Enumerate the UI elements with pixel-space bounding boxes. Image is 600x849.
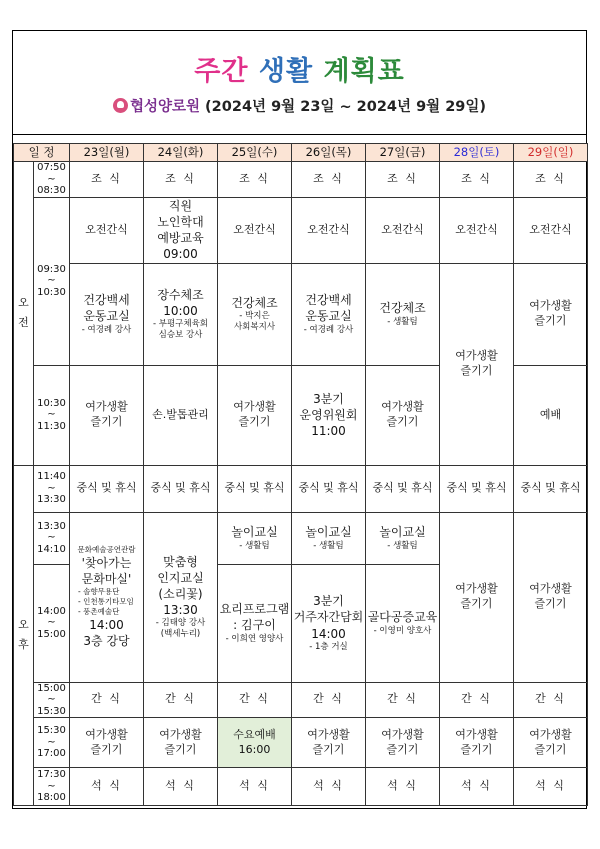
cell-fri-breakfast: 조 식 [366, 162, 440, 198]
thu-play-staff: - 생활팀 [313, 540, 344, 551]
time-early-pm: 13:30 ~ 14:10 [34, 512, 70, 564]
cell-wed-leisure-am: 여가생활 즐기기 [218, 365, 292, 465]
cell-thu-resident [292, 564, 366, 682]
cell-sat-leisure-pm: 여가생활 즐기기 [440, 512, 514, 682]
cell-wed-dinner: 석 식 [218, 768, 292, 806]
tue-exercise-instructor: - 부평구체육회 심승보 강사 [152, 319, 209, 341]
cell-tue-pm-snack: 간 식 [144, 682, 218, 718]
cell-tue-leisure-late: 여가생활 즐기기 [144, 718, 218, 768]
mon-exercise-title: 건강백세 운동교실 [83, 293, 130, 324]
cell-sat-lunch: 중식 및 휴식 [440, 465, 514, 512]
cell-sun-leisure-pm: 여가생활 즐기기 [514, 512, 588, 682]
tue-cognitive-instructor: - 김태양 강사 (백세누리) [155, 618, 206, 640]
cell-fri-leisure-am: 여가생활 즐기기 [366, 365, 440, 465]
cell-fri-dinner: 석 식 [366, 768, 440, 806]
cell-mon-exercise [70, 263, 144, 365]
cell-mon-snack: 오전간식 [70, 197, 144, 263]
mon-exercise-instructor: - 여경례 강사 [81, 324, 132, 335]
header-day-thu: 26일(목) [292, 144, 366, 162]
cell-fri-play [366, 512, 440, 564]
cell-mon-leisure-late: 여가생활 즐기기 [70, 718, 144, 768]
header-day-wed: 25일(수) [218, 144, 292, 162]
wed-exercise-title: 건강체조 [231, 295, 278, 310]
header-day-fri: 27일(금) [366, 144, 440, 162]
wed-cooking-title: 요리프로그램 : 김구이 [219, 602, 290, 633]
fri-exercise-title: 건강체조 [379, 301, 426, 316]
cell-fri-exercise [366, 263, 440, 365]
weekly-schedule-table [13, 143, 588, 806]
cell-fri-osteoporosis [366, 564, 440, 682]
wed-play-staff: - 생활팀 [239, 540, 270, 551]
thu-play-title: 놀이교실 [305, 525, 352, 540]
fri-exercise-instructor: - 생활팀 [387, 316, 418, 327]
cell-sun-leisure-am: 여가생활 즐기기 [514, 263, 588, 365]
cell-mon-breakfast: 조 식 [70, 162, 144, 198]
time-mid-pm: 14:00 ~ 15:00 [34, 564, 70, 682]
page-title [13, 49, 586, 88]
time-morning: 09:30 ~ 10:30 [34, 197, 70, 365]
cell-fri-leisure-late: 여가생활 즐기기 [366, 718, 440, 768]
cell-wed-breakfast: 조 식 [218, 162, 292, 198]
header-schedule: 일 정 [14, 144, 70, 162]
cell-thu-dinner: 석 식 [292, 768, 366, 806]
thu-resident-title: 3분기 거주자간담회 14:00 [293, 594, 364, 641]
wed-exercise-instructor: - 박지은 사회복지사 [233, 311, 276, 333]
tue-exercise-title: 장수체조 10:00 [157, 287, 204, 318]
cell-fri-pm-snack: 간 식 [366, 682, 440, 718]
cell-mon-leisure-am: 여가생활 즐기기 [70, 365, 144, 465]
header-day-tue: 24일(화) [144, 144, 218, 162]
cell-wed-snack: 오전간식 [218, 197, 292, 263]
cell-tue-dinner: 석 식 [144, 768, 218, 806]
fri-osteoporosis-instructor: - 이영미 양호사 [373, 625, 432, 636]
wed-cooking-instructor: - 이희연 영양사 [225, 633, 284, 644]
fri-play-staff: - 생활팀 [387, 540, 418, 551]
cell-sat-dinner: 석 식 [440, 768, 514, 806]
cell-wed-pm-snack: 간 식 [218, 682, 292, 718]
org-name: 협성양로원 [129, 99, 200, 115]
fri-osteoporosis-title: 골다공증교육 [367, 610, 438, 625]
fri-play-title: 놀이교실 [379, 525, 426, 540]
mon-culture-title: '찾아가는 문화마실' [81, 555, 132, 587]
cell-wed-lunch: 중식 및 휴식 [218, 465, 292, 512]
cell-thu-leisure-late: 여가생활 즐기기 [292, 718, 366, 768]
title-box [13, 31, 586, 135]
cell-wed-exercise [218, 263, 292, 365]
mon-culture-performers: - 솔향무용단 - 인천통기타모임 - 풍촌예술단 [78, 587, 134, 616]
cell-fri-snack: 오전간식 [366, 197, 440, 263]
section-am: 오 전 [14, 162, 34, 466]
cell-wed-play [218, 512, 292, 564]
thu-exercise-title: 건강백세 운동교실 [305, 293, 352, 324]
cell-thu-lunch: 중식 및 휴식 [292, 465, 366, 512]
mon-culture-time: 14:00 3층 강당 [83, 617, 130, 648]
cell-sat-breakfast: 조 식 [440, 162, 514, 198]
cell-tue-breakfast: 조 식 [144, 162, 218, 198]
cell-sun-lunch: 중식 및 휴식 [514, 465, 588, 512]
cell-sun-leisure-late: 여가생활 즐기기 [514, 718, 588, 768]
cell-sat-pm-snack: 간 식 [440, 682, 514, 718]
tue-cognitive-title: 맞춤형 인지교실 (소리꽃) 13:30 [157, 554, 204, 618]
cell-thu-play [292, 512, 366, 564]
cell-tue-education: 직원 노인학대 예방교육 09:00 [144, 197, 218, 263]
schedule-frame [12, 30, 587, 809]
time-snack: 15:00 ~ 15:30 [34, 682, 70, 718]
cell-mon-dinner: 석 식 [70, 768, 144, 806]
header-day-sat: 28일(토) [440, 144, 514, 162]
time-dinner: 17:30 ~ 18:00 [34, 768, 70, 806]
title-part-plan: 계획표 [323, 56, 405, 87]
thu-resident-place: - 1층 거실 [309, 641, 348, 652]
time-late-pm: 15:30 ~ 17:00 [34, 718, 70, 768]
cell-mon-culture [70, 512, 144, 682]
cell-tue-hand-foot: 손.발톱관리 [144, 365, 218, 465]
title-part-weekly: 주간 [194, 56, 249, 87]
time-late-morning: 10:30 ~ 11:30 [34, 365, 70, 465]
cell-sat-leisure-am: 여가생활 즐기기 [440, 263, 514, 465]
cell-sun-breakfast: 조 식 [514, 162, 588, 198]
header-day-sun: 29일(일) [514, 144, 588, 162]
cell-sat-snack: 오전간식 [440, 197, 514, 263]
cell-mon-pm-snack: 간 식 [70, 682, 144, 718]
time-breakfast: 07:50 ~ 08:30 [34, 162, 70, 198]
cell-sat-leisure-late: 여가생활 즐기기 [440, 718, 514, 768]
title-part-life: 생활 [258, 56, 314, 87]
cell-sun-pm-snack: 간 식 [514, 682, 588, 718]
cell-thu-committee: 3분기 운영위원회 11:00 [292, 365, 366, 465]
mon-culture-org: 문화예술공연관람 [77, 545, 136, 555]
cell-sun-worship: 예배 [514, 365, 588, 465]
cell-thu-exercise [292, 263, 366, 365]
page-subtitle [13, 95, 586, 116]
cell-tue-cognitive [144, 512, 218, 682]
section-pm: 오 후 [14, 465, 34, 806]
cell-thu-snack: 오전간식 [292, 197, 366, 263]
header-day-mon: 23일(월) [70, 144, 144, 162]
cell-tue-lunch: 중식 및 휴식 [144, 465, 218, 512]
cell-tue-exercise [144, 263, 218, 365]
cell-thu-pm-snack: 간 식 [292, 682, 366, 718]
cell-wed-cooking [218, 564, 292, 682]
cell-thu-breakfast: 조 식 [292, 162, 366, 198]
cell-sun-dinner: 석 식 [514, 768, 588, 806]
cell-sun-snack: 오전간식 [514, 197, 588, 263]
thu-exercise-instructor: - 여경례 강사 [303, 324, 354, 335]
wed-play-title: 놀이교실 [231, 525, 278, 540]
cell-wed-worship: 수요예배 16:00 [218, 718, 292, 768]
cell-fri-lunch: 중식 및 휴식 [366, 465, 440, 512]
house-logo-icon [113, 98, 128, 113]
time-lunch: 11:40 ~ 13:30 [34, 465, 70, 512]
date-range: (2024년 9월 23일 ~ 2024년 9월 29일) [200, 99, 487, 115]
cell-mon-lunch: 중식 및 휴식 [70, 465, 144, 512]
